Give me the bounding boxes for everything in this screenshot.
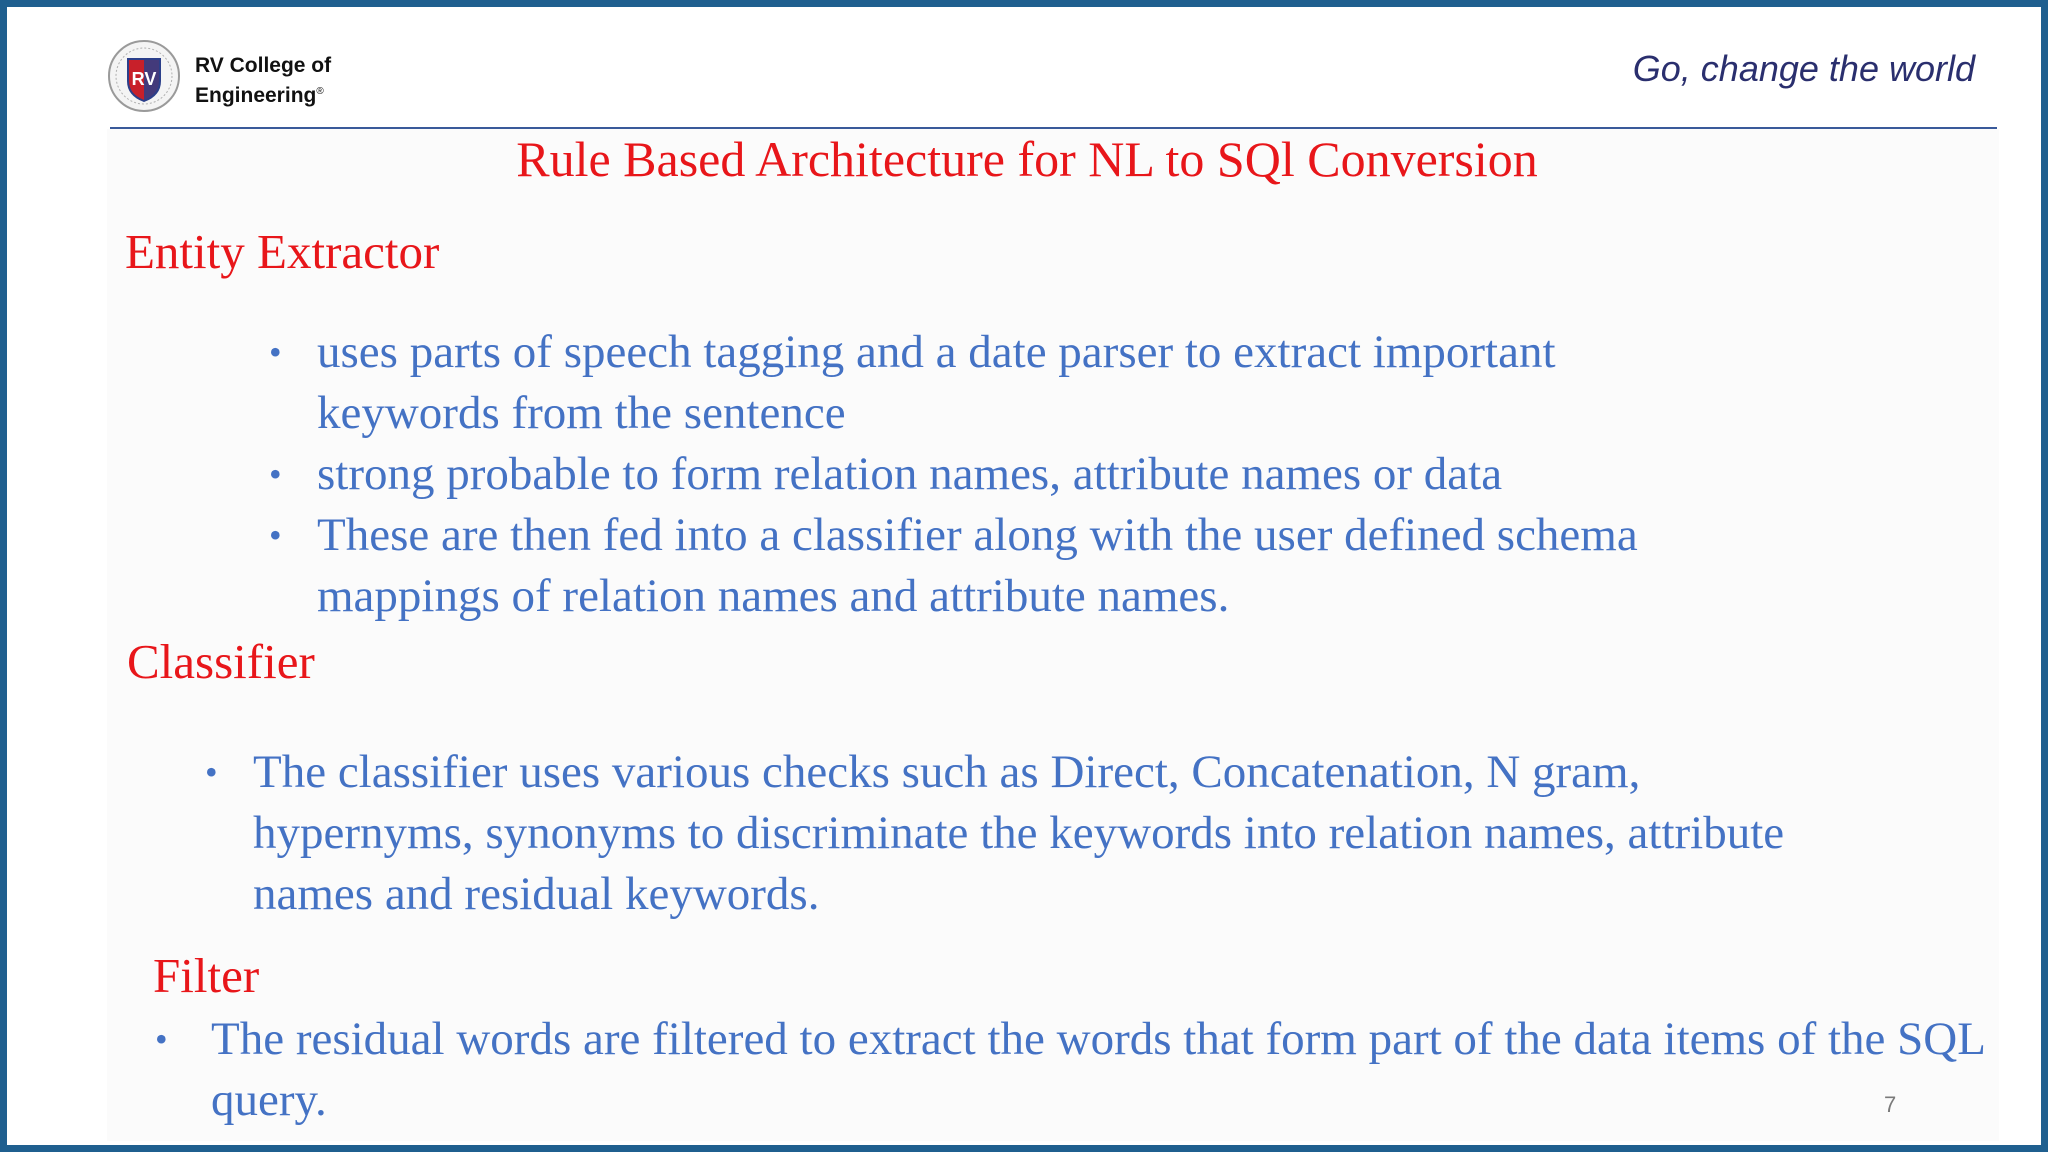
classifier-bullets [205, 742, 1785, 925]
entity-extractor-bullets [269, 322, 1749, 627]
tagline: Go, change the world [1632, 48, 1975, 89]
college-name [195, 53, 331, 109]
bullet-dot-icon: • [155, 1019, 168, 1059]
slide-title: Rule Based Architecture for NL to SQl Conversion [516, 131, 1538, 187]
list-item: • The classifier uses various checks such as Direct, Concatenation, N gram, hypernyms, synonyms to discriminate the keywords into relation names, attribute names and residual keywords. [205, 742, 1785, 925]
section-heading-classifier: Classifier [127, 634, 315, 689]
registered-mark: ® [316, 86, 324, 97]
filter-bullets [155, 1009, 1985, 1131]
college-seal-icon [107, 39, 181, 113]
bullet-dot-icon: • [269, 332, 282, 372]
bullet-dot-icon: • [205, 752, 218, 792]
section-heading-entity-extractor: Entity Extractor [125, 224, 440, 279]
section-heading-filter: Filter [153, 948, 260, 1003]
page-number: 7 [1884, 1092, 1897, 1117]
college-name-line2: Engineering® [195, 84, 324, 107]
bullet-dot-icon: • [269, 515, 282, 555]
bullet-dot-icon: • [269, 454, 282, 494]
list-item: • The residual words are filtered to extract the words that form part of the data items of the SQL query. [155, 1009, 1985, 1131]
list-item: • strong probable to form relation names, attribute names or data [269, 444, 1749, 505]
logo-letters: RV [131, 69, 157, 89]
list-item: • uses parts of speech tagging and a date parser to extract important keywords from the sentence [269, 322, 1749, 444]
list-item: • These are then fed into a classifier along with the user defined schema mappings of relation names and attribute names. [269, 505, 1749, 627]
college-name-line1: RV College of [195, 54, 332, 77]
